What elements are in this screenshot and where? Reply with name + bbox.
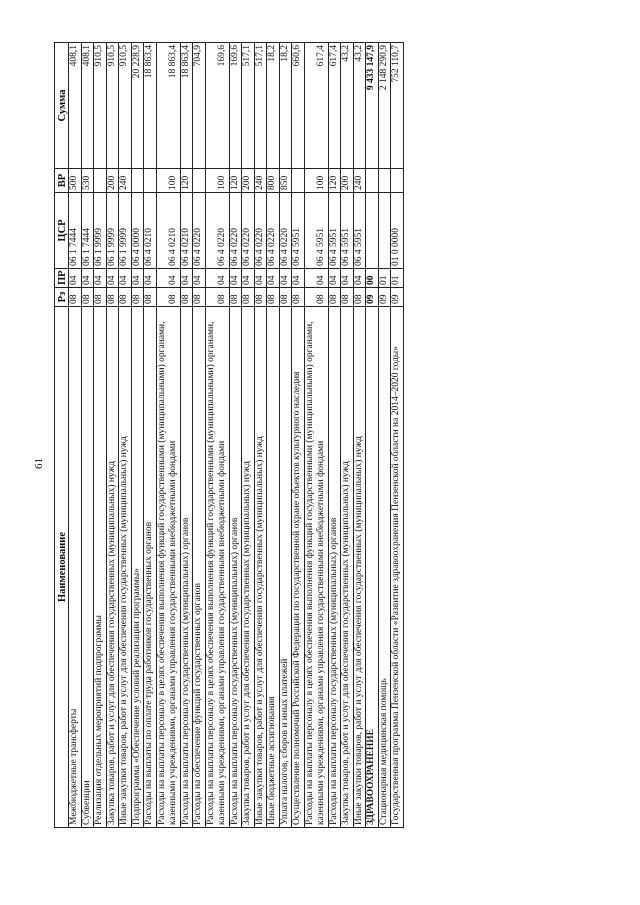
- cell-pr: 04: [193, 269, 206, 288]
- table-row: [81, 43, 94, 828]
- cell-rz: 08: [69, 288, 82, 307]
- cell-vr: 100: [304, 169, 328, 193]
- cell-rz: 08: [267, 288, 280, 307]
- cell-name: Иные закупки товаров, работ и услуг для обеспечения государственных (муниципальных) нужд: [353, 307, 366, 828]
- cell-pr: 01: [391, 269, 404, 288]
- cell-vr: 200: [106, 169, 119, 193]
- cell-pr: 04: [242, 269, 255, 288]
- cell-sum: 910,5: [119, 43, 132, 169]
- cell-rz: 08: [119, 288, 132, 307]
- table-row: [254, 43, 267, 828]
- header-vr: ВР: [55, 169, 69, 193]
- cell-vr: 200: [242, 169, 255, 193]
- cell-rz: 08: [94, 288, 107, 307]
- table-row: [267, 43, 280, 828]
- cell-pr: 04: [94, 269, 107, 288]
- cell-csr: 06 4 0220: [205, 193, 229, 269]
- cell-vr: [144, 169, 157, 193]
- cell-sum: 517,1: [242, 43, 255, 169]
- cell-sum: 910,5: [106, 43, 119, 169]
- cell-vr: 240: [254, 169, 267, 193]
- cell-csr: 06 1 9999: [94, 193, 107, 269]
- cell-rz: 08: [279, 288, 292, 307]
- table-row: [205, 43, 229, 828]
- table-row: [378, 43, 391, 828]
- cell-sum: 18,2: [267, 43, 280, 169]
- cell-csr: 06 4 0000: [131, 193, 144, 269]
- cell-pr: 04: [156, 269, 180, 288]
- cell-vr: [292, 169, 305, 193]
- table-row: [193, 43, 206, 828]
- header-rz: Рз: [55, 288, 69, 307]
- cell-csr: 06 1 7444: [81, 193, 94, 269]
- header-name: Наименование: [55, 307, 69, 828]
- cell-rz: 08: [81, 288, 94, 307]
- table-row: [180, 43, 193, 828]
- cell-vr: 500: [69, 169, 82, 193]
- cell-pr: 04: [267, 269, 280, 288]
- cell-name: Межбюджетные трансферты: [69, 307, 82, 828]
- cell-name: Иные закупки товаров, работ и услуг для обеспечения государственных (муниципальных) нужд: [254, 307, 267, 828]
- cell-name: Закупка товаров, работ и услуг для обеспечения государственных (муниципальных) нужд: [106, 307, 119, 828]
- cell-vr: 200: [341, 169, 354, 193]
- cell-vr: 850: [279, 169, 292, 193]
- cell-name: Стационарная медицинская помощь: [378, 307, 391, 828]
- cell-sum: 910,5: [94, 43, 107, 169]
- table-row: [94, 43, 107, 828]
- cell-rz: 08: [156, 288, 180, 307]
- cell-pr: 01: [378, 269, 391, 288]
- cell-pr: 04: [328, 269, 341, 288]
- cell-sum: 18,2: [279, 43, 292, 169]
- table-row: [242, 43, 255, 828]
- table-row: [366, 43, 379, 828]
- cell-pr: 04: [106, 269, 119, 288]
- cell-sum: 752 110,7: [391, 43, 404, 169]
- table-row: [131, 43, 144, 828]
- cell-pr: 04: [69, 269, 82, 288]
- rotated-page: [27, 7, 587, 862]
- cell-pr: 04: [279, 269, 292, 288]
- cell-csr: 06 4 5951: [353, 193, 366, 269]
- cell-name: Закупка товаров, работ и услуг для обеспечения государственных (муниципальных) нужд: [341, 307, 354, 828]
- cell-vr: [131, 169, 144, 193]
- cell-vr: 240: [353, 169, 366, 193]
- cell-vr: 530: [81, 169, 94, 193]
- cell-pr: 04: [131, 269, 144, 288]
- table-row: [304, 43, 328, 828]
- cell-sum: 9 433 147,9: [366, 43, 379, 169]
- cell-csr: 06 4 5951: [341, 193, 354, 269]
- cell-name: Реализация отдельных мероприятий подпрограммы: [94, 307, 107, 828]
- cell-rz: 08: [341, 288, 354, 307]
- cell-csr: [378, 193, 391, 269]
- cell-sum: 617,4: [304, 43, 328, 169]
- cell-vr: [366, 169, 379, 193]
- cell-rz: 08: [144, 288, 157, 307]
- cell-csr: [366, 193, 379, 269]
- cell-rz: 08: [292, 288, 305, 307]
- cell-vr: [378, 169, 391, 193]
- cell-pr: 04: [229, 269, 242, 288]
- cell-vr: 240: [119, 169, 132, 193]
- cell-sum: 408,1: [69, 43, 82, 169]
- cell-rz: 08: [106, 288, 119, 307]
- table-body: [69, 43, 404, 828]
- cell-pr: 04: [180, 269, 193, 288]
- header-pr: ПР: [55, 269, 69, 288]
- cell-csr: 06 4 0220: [229, 193, 242, 269]
- cell-csr: 06 4 0220: [254, 193, 267, 269]
- cell-pr: 00: [366, 269, 379, 288]
- cell-vr: [193, 169, 206, 193]
- cell-vr: 120: [229, 169, 242, 193]
- cell-name: Расходы на выплаты персоналу государственных (муниципальных) органов: [328, 307, 341, 828]
- cell-csr: 06 4 0210: [180, 193, 193, 269]
- cell-pr: 04: [254, 269, 267, 288]
- cell-sum: 408,1: [81, 43, 94, 169]
- cell-sum: 2 148 290,9: [378, 43, 391, 169]
- budget-table: [54, 42, 404, 828]
- cell-vr: [94, 169, 107, 193]
- cell-rz: 09: [366, 288, 379, 307]
- cell-csr: 06 4 0220: [193, 193, 206, 269]
- cell-pr: 04: [353, 269, 366, 288]
- cell-pr: 04: [144, 269, 157, 288]
- table-row: [69, 43, 82, 828]
- cell-pr: 04: [81, 269, 94, 288]
- cell-csr: 06 4 5951: [304, 193, 328, 269]
- cell-name: Расходы на выплаты персоналу в целях обеспечения выполнения функций государственными (муниципальными) органами, казенными учреждениями, органами управления государственными внебюджетными фондами: [304, 307, 328, 828]
- cell-rz: 08: [205, 288, 229, 307]
- header-sum: Сумма: [55, 43, 69, 169]
- cell-rz: 08: [131, 288, 144, 307]
- cell-name: Расходы на выплаты по оплате труда работников государственных органов: [144, 307, 157, 828]
- cell-rz: 08: [304, 288, 328, 307]
- cell-name: Уплата налогов, сборов и иных платежей: [279, 307, 292, 828]
- table-row: [353, 43, 366, 828]
- cell-name: Иные бюджетные ассигнования: [267, 307, 280, 828]
- cell-name: Расходы на выплаты персоналу в целях обеспечения выполнения функций государственными (муниципальными) органами, казенными учреждениями, органами управления государственными внебюджетными фондами: [205, 307, 229, 828]
- table-row: [144, 43, 157, 828]
- cell-name: Расходы на выплаты персоналу в целях обеспечения выполнения функций государственными (муниципальными) органами, казенными учреждениями, органами управления государственными внебюджетными фондами: [156, 307, 180, 828]
- table-row: [229, 43, 242, 828]
- table-row: [391, 43, 404, 828]
- cell-pr: 04: [341, 269, 354, 288]
- table-row: [156, 43, 180, 828]
- cell-name: Государственная программа Пензенской области «Развитие здравоохранения Пензенской области на 2014–2020 годы»: [391, 307, 404, 828]
- cell-sum: 517,1: [254, 43, 267, 169]
- cell-csr: 06 4 0210: [144, 193, 157, 269]
- header-row: [55, 43, 69, 828]
- cell-pr: 04: [304, 269, 328, 288]
- header-csr: ЦСР: [55, 193, 69, 269]
- cell-rz: 09: [378, 288, 391, 307]
- cell-rz: 08: [353, 288, 366, 307]
- cell-sum: 20 228,9: [131, 43, 144, 169]
- cell-rz: 08: [229, 288, 242, 307]
- table-row: [341, 43, 354, 828]
- cell-sum: 18 863,4: [144, 43, 157, 169]
- cell-sum: 617,4: [328, 43, 341, 169]
- cell-vr: 120: [180, 169, 193, 193]
- cell-rz: 08: [193, 288, 206, 307]
- cell-sum: 169,6: [229, 43, 242, 169]
- cell-rz: 09: [391, 288, 404, 307]
- cell-vr: [391, 169, 404, 193]
- cell-name: Расходы на обеспечение функций государственных органов: [193, 307, 206, 828]
- cell-name: ЗДРАВООХРАНЕНИЕ: [366, 307, 379, 828]
- cell-name: Подпрограмма «Обеспечение условий реализации программы»: [131, 307, 144, 828]
- table-header: [55, 43, 69, 828]
- cell-rz: 08: [180, 288, 193, 307]
- cell-csr: 06 4 0220: [267, 193, 280, 269]
- cell-name: Субвенции: [81, 307, 94, 828]
- cell-csr: 06 4 5951: [292, 193, 305, 269]
- cell-sum: 18 863,4: [156, 43, 180, 169]
- cell-sum: 169,6: [205, 43, 229, 169]
- cell-sum: 43,2: [353, 43, 366, 169]
- cell-csr: 06 1 7444: [69, 193, 82, 269]
- cell-csr: 06 4 0210: [156, 193, 180, 269]
- cell-csr: 06 1 9999: [119, 193, 132, 269]
- cell-vr: 100: [156, 169, 180, 193]
- cell-sum: 704,9: [193, 43, 206, 169]
- cell-name: Закупка товаров, работ и услуг для обеспечения государственных (муниципальных) нужд: [242, 307, 255, 828]
- cell-sum: 660,6: [292, 43, 305, 169]
- cell-name: Расходы на выплаты персоналу государственных (муниципальных) органов: [180, 307, 193, 828]
- cell-name: Иные закупки товаров, работ и услуг для обеспечения государственных (муниципальных) нужд: [119, 307, 132, 828]
- cell-name: Осуществление полномочий Российской Федерации по государственной охране объектов культурного наследия: [292, 307, 305, 828]
- table-row: [292, 43, 305, 828]
- cell-rz: 08: [254, 288, 267, 307]
- cell-csr: 06 4 0220: [279, 193, 292, 269]
- cell-vr: 100: [205, 169, 229, 193]
- cell-csr: 01 0 0000: [391, 193, 404, 269]
- cell-csr: 06 1 9999: [106, 193, 119, 269]
- table-row: [106, 43, 119, 828]
- cell-pr: 04: [205, 269, 229, 288]
- cell-vr: 800: [267, 169, 280, 193]
- cell-sum: 18 863,4: [180, 43, 193, 169]
- cell-name: Расходы на выплаты персоналу государственных (муниципальных) органов: [229, 307, 242, 828]
- cell-rz: 08: [328, 288, 341, 307]
- page-number: 61: [33, 458, 45, 469]
- cell-vr: 120: [328, 169, 341, 193]
- table-row: [279, 43, 292, 828]
- cell-pr: 04: [119, 269, 132, 288]
- cell-csr: 06 4 0220: [242, 193, 255, 269]
- cell-pr: 04: [292, 269, 305, 288]
- cell-csr: 06 4 5951: [328, 193, 341, 269]
- cell-rz: 08: [242, 288, 255, 307]
- cell-sum: 43,2: [341, 43, 354, 169]
- table-row: [119, 43, 132, 828]
- table-row: [328, 43, 341, 828]
